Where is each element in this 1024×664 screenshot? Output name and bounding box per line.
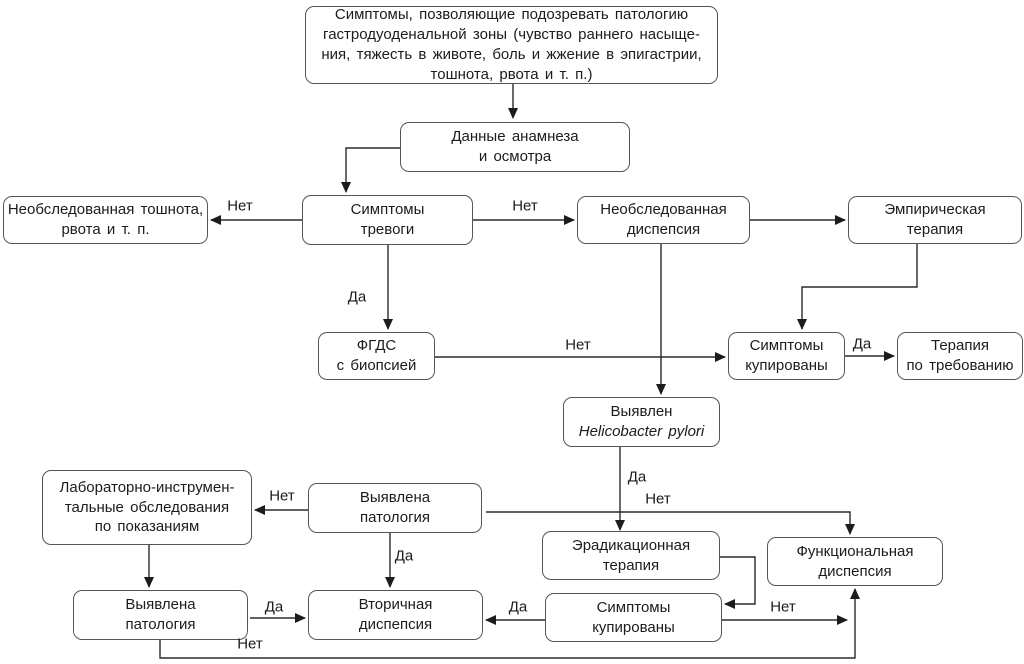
node-text: Эмпирическая [884,201,986,219]
node-text: Симптомы [749,337,824,355]
edge-label-yes: Да [627,468,647,486]
node-text: терапия [602,556,660,574]
node-text: купированы [592,618,675,636]
edge-label-yes: Да [347,288,367,306]
node-text: Выявлена [125,596,196,614]
edge-label-no: Нет [512,197,538,215]
node-text: Необследованная [600,201,727,219]
node-text: Выявлен [610,403,673,421]
node-unexamined-nausea [3,196,208,244]
node-text: и осмотра [478,148,552,165]
node-text: Симптомы, позволяющие подозревать патологию [334,6,689,24]
edge-label-yes: Да [264,598,284,616]
node-text: по требованию [906,357,1014,374]
edge-label-yes: Да [394,547,414,565]
node-text: тревоги [360,221,415,238]
node-text: Симптомы [596,598,671,616]
node-text: диспепсия [358,616,433,633]
node-alarm-symptoms [302,195,473,245]
node-symptoms-suspect [305,6,718,84]
node-text: купированы [745,357,828,374]
node-text: Данные анамнеза [451,128,579,146]
node-anamnesis [400,122,630,172]
node-therapy-on-demand [897,332,1023,380]
node-text: с биопсией [336,357,417,374]
node-empirical-therapy [848,196,1022,244]
node-text: патология [359,509,431,526]
node-text: Эрадикационная [571,536,691,554]
node-text: Необследованная тошнота, [7,201,204,219]
node-eradication-therapy [542,531,720,580]
node-unexamined-dyspepsia [577,196,750,244]
node-pathology-found-mid [308,483,482,533]
edge-anamnesis-to-alarm [346,148,400,192]
edge-empirical-to-relieved-top [802,244,917,329]
node-symptoms-relieved-bottom [545,593,722,642]
node-text: Симптомы [350,201,425,219]
node-text: тальные обследования [64,498,230,516]
edge-label-no: Нет [770,598,796,616]
node-text: ния, тяжесть в животе, боль и жжение в эпигастрии, [321,46,702,63]
node-text: диспепсия [626,221,701,238]
node-text: Функциональная [796,542,914,560]
node-text: тошнота, рвота и т. п.) [430,65,593,83]
node-symptoms-relieved-top [728,332,845,380]
node-text: Терапия [931,337,989,355]
node-text: рвота и т. п. [61,221,150,238]
node-text: диспепсия [818,562,892,580]
edge-label-no: Нет [645,490,671,508]
node-text: Выявлена [359,489,431,507]
edge-label-yes: Да [508,598,528,616]
node-text: Лабораторно-инструмен- [59,478,235,496]
node-text: гастродуоденальной зоны (чувство раннего насыще- [323,26,700,44]
edge-label-no: Нет [269,487,295,505]
node-functional-dyspepsia [767,537,943,586]
edge-label-no: Нет [227,197,253,215]
edge-eradication-to-relievedbottom [720,557,755,604]
node-text: ФГДС [356,337,397,355]
node-text: по показаниям [94,518,200,536]
node-lab-instrumental [42,470,252,545]
edge-label-no: Нет [237,635,263,653]
edge-label-no: Нет [565,336,591,354]
node-text: патология [125,616,196,633]
node-text: Вторичная [358,596,433,614]
node-pathology-found-bottom [73,590,248,640]
node-helicobacter-found [563,397,720,447]
node-text: терапия [906,221,964,238]
node-secondary-dyspepsia [308,590,483,640]
node-text-latin-italic: Helicobacter pylori [578,423,705,440]
node-fgds-biopsy [318,332,435,380]
edge-label-yes: Да [852,335,872,353]
